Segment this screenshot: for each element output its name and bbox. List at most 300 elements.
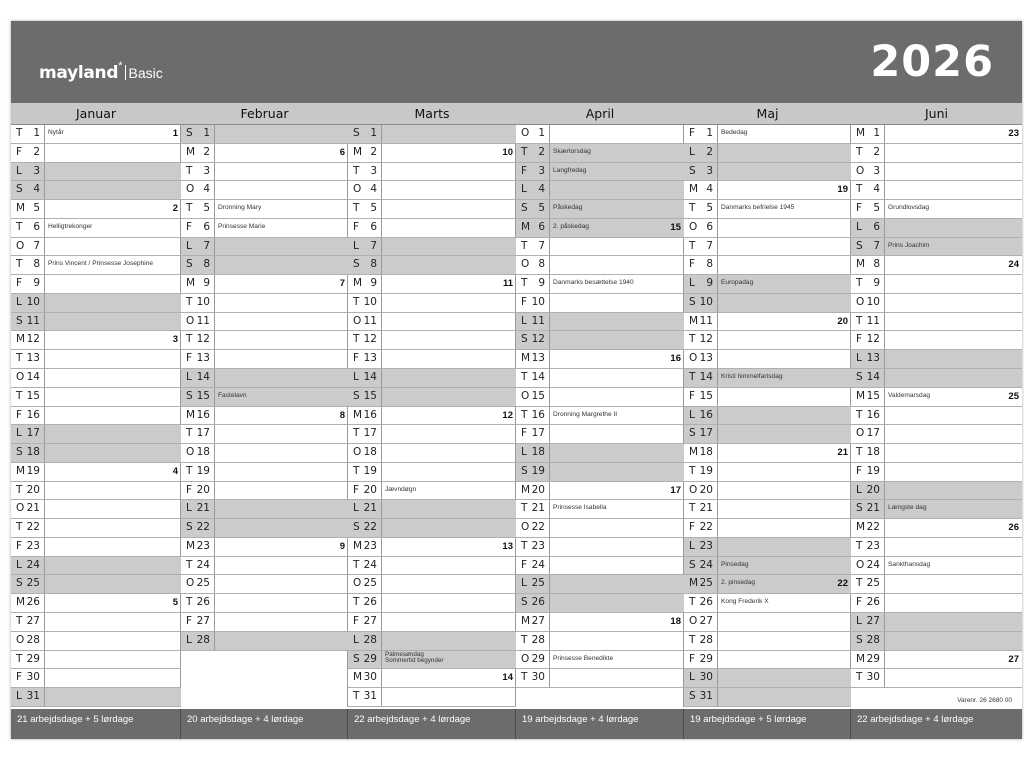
day-row[interactable] [348,350,516,369]
day-row[interactable] [684,238,851,257]
day-note-cell[interactable] [718,538,851,556]
day-note-cell[interactable] [382,369,516,387]
day-row[interactable] [516,575,684,594]
day-row[interactable] [684,331,851,350]
day-row[interactable] [684,163,851,182]
day-row[interactable] [851,256,1022,275]
day-row[interactable] [348,688,516,707]
day-note-cell[interactable] [885,463,1022,481]
day-row[interactable] [181,163,348,182]
day-row[interactable] [516,219,684,238]
day-row[interactable] [348,407,516,426]
day-row[interactable] [851,519,1022,538]
day-note-cell[interactable] [885,163,1022,181]
day-note-cell[interactable] [215,407,348,425]
day-row[interactable] [181,238,348,257]
day-row[interactable] [181,294,348,313]
day-note-cell[interactable] [550,219,684,237]
day-note-cell[interactable] [382,425,516,443]
day-note-cell[interactable] [382,294,516,312]
day-note-cell[interactable] [45,313,181,331]
day-row[interactable] [516,275,684,294]
day-note-cell[interactable] [885,294,1022,312]
day-note-cell[interactable] [382,482,516,500]
day-note-cell[interactable] [45,144,181,162]
day-row[interactable] [11,651,181,670]
day-note-cell[interactable] [45,388,181,406]
day-row[interactable] [516,482,684,501]
day-note-cell[interactable] [215,331,348,349]
day-row[interactable] [851,163,1022,182]
day-row[interactable] [516,594,684,613]
day-note-cell[interactable] [215,500,348,518]
day-note-cell[interactable] [718,369,851,387]
day-note-cell[interactable] [550,256,684,274]
day-row[interactable] [348,369,516,388]
day-note-cell[interactable] [550,557,684,575]
day-note-cell[interactable] [215,350,348,368]
day-row[interactable] [684,181,851,200]
day-note-cell[interactable] [45,125,181,143]
day-row[interactable] [516,632,684,651]
day-note-cell[interactable] [45,463,181,481]
day-row[interactable] [348,331,516,350]
day-row[interactable] [516,500,684,519]
day-note-cell[interactable] [382,331,516,349]
day-row[interactable] [684,144,851,163]
day-note-cell[interactable] [382,163,516,181]
day-row[interactable] [684,632,851,651]
day-row[interactable] [684,594,851,613]
day-note-cell[interactable] [45,632,181,650]
day-note-cell[interactable] [382,500,516,518]
day-note-cell[interactable] [718,482,851,500]
day-note-cell[interactable] [885,557,1022,575]
day-note-cell[interactable] [45,538,181,556]
day-note-cell[interactable] [382,350,516,368]
day-row[interactable] [11,688,181,707]
day-note-cell[interactable] [885,331,1022,349]
day-row[interactable] [348,632,516,651]
day-note-cell[interactable] [550,575,684,593]
day-row[interactable] [516,238,684,257]
day-row[interactable] [684,463,851,482]
day-note-cell[interactable] [718,163,851,181]
day-row[interactable] [181,388,348,407]
day-row[interactable] [516,557,684,576]
day-row[interactable] [516,181,684,200]
day-row[interactable] [851,200,1022,219]
day-note-cell[interactable] [215,313,348,331]
day-note-cell[interactable] [45,256,181,274]
day-row[interactable] [11,500,181,519]
day-row[interactable] [181,219,348,238]
day-row[interactable] [851,388,1022,407]
day-row[interactable] [851,350,1022,369]
day-row[interactable] [851,407,1022,426]
day-row[interactable] [684,125,851,144]
day-note-cell[interactable] [718,256,851,274]
day-row[interactable] [181,369,348,388]
day-row[interactable] [181,350,348,369]
day-row[interactable] [684,500,851,519]
day-note-cell[interactable] [215,219,348,237]
day-row[interactable] [851,463,1022,482]
day-note-cell[interactable] [382,632,516,650]
day-row[interactable] [516,407,684,426]
day-row[interactable] [516,444,684,463]
day-note-cell[interactable] [718,575,851,593]
day-row[interactable] [684,425,851,444]
day-row[interactable] [851,125,1022,144]
day-note-cell[interactable] [215,482,348,500]
day-note-cell[interactable] [550,519,684,537]
day-note-cell[interactable] [718,500,851,518]
day-note-cell[interactable] [885,388,1022,406]
day-row[interactable] [11,125,181,144]
day-note-cell[interactable] [382,575,516,593]
day-note-cell[interactable] [885,632,1022,650]
day-note-cell[interactable] [550,331,684,349]
day-row[interactable] [11,557,181,576]
day-note-cell[interactable] [215,144,348,162]
day-note-cell[interactable] [718,594,851,612]
day-row[interactable] [851,500,1022,519]
day-note-cell[interactable] [550,125,684,143]
day-note-cell[interactable] [382,238,516,256]
day-row[interactable] [181,256,348,275]
day-row[interactable] [181,463,348,482]
day-note-cell[interactable] [550,482,684,500]
day-row[interactable] [516,313,684,332]
day-note-cell[interactable] [718,519,851,537]
day-note-cell[interactable] [885,613,1022,631]
day-note-cell[interactable] [550,350,684,368]
day-row[interactable] [11,369,181,388]
day-row[interactable] [11,632,181,651]
day-note-cell[interactable] [550,388,684,406]
day-row[interactable] [516,200,684,219]
day-note-cell[interactable] [45,425,181,443]
day-row[interactable] [684,219,851,238]
day-note-cell[interactable] [550,144,684,162]
day-note-cell[interactable] [885,407,1022,425]
day-row[interactable] [851,538,1022,557]
day-row[interactable] [348,425,516,444]
day-note-cell[interactable] [382,256,516,274]
day-row[interactable] [11,425,181,444]
day-row[interactable] [181,200,348,219]
day-row[interactable] [851,669,1022,688]
day-note-cell[interactable] [885,425,1022,443]
day-row[interactable] [851,482,1022,501]
day-row[interactable] [851,294,1022,313]
day-note-cell[interactable] [382,519,516,537]
day-note-cell[interactable] [885,575,1022,593]
day-row[interactable] [348,200,516,219]
day-row[interactable] [11,538,181,557]
day-row[interactable] [181,313,348,332]
day-note-cell[interactable] [550,313,684,331]
day-note-cell[interactable] [382,557,516,575]
day-note-cell[interactable] [215,444,348,462]
day-row[interactable] [348,500,516,519]
day-row[interactable] [516,538,684,557]
day-note-cell[interactable] [45,651,181,669]
day-row[interactable] [11,181,181,200]
day-row[interactable] [684,688,851,707]
day-row[interactable] [851,594,1022,613]
day-row[interactable] [11,294,181,313]
day-note-cell[interactable] [718,313,851,331]
day-row[interactable] [684,294,851,313]
day-note-cell[interactable] [45,500,181,518]
day-note-cell[interactable] [382,125,516,143]
day-row[interactable] [851,219,1022,238]
day-row[interactable] [181,594,348,613]
day-note-cell[interactable] [382,275,516,293]
day-row[interactable] [11,219,181,238]
day-row[interactable] [516,125,684,144]
day-note-cell[interactable] [45,688,181,706]
day-row[interactable] [684,482,851,501]
day-note-cell[interactable] [550,294,684,312]
day-note-cell[interactable] [550,444,684,462]
day-note-cell[interactable] [215,613,348,631]
day-row[interactable] [851,144,1022,163]
day-row[interactable] [348,275,516,294]
day-note-cell[interactable] [382,407,516,425]
day-note-cell[interactable] [885,275,1022,293]
day-note-cell[interactable] [45,557,181,575]
day-note-cell[interactable] [382,538,516,556]
day-row[interactable] [348,613,516,632]
day-row[interactable] [516,388,684,407]
day-note-cell[interactable] [215,538,348,556]
day-note-cell[interactable] [215,369,348,387]
day-row[interactable] [348,219,516,238]
day-note-cell[interactable] [215,200,348,218]
day-row[interactable] [516,163,684,182]
day-row[interactable] [181,144,348,163]
day-row[interactable] [516,369,684,388]
day-note-cell[interactable] [215,256,348,274]
day-note-cell[interactable] [885,369,1022,387]
day-note-cell[interactable] [45,163,181,181]
day-row[interactable] [684,407,851,426]
day-note-cell[interactable] [550,425,684,443]
day-row[interactable] [684,519,851,538]
day-row[interactable] [11,331,181,350]
day-row[interactable] [684,557,851,576]
day-row[interactable] [181,613,348,632]
day-note-cell[interactable] [382,181,516,199]
day-note-cell[interactable] [45,519,181,537]
day-note-cell[interactable] [718,200,851,218]
day-row[interactable] [851,613,1022,632]
day-note-cell[interactable] [885,256,1022,274]
day-note-cell[interactable] [718,463,851,481]
day-row[interactable] [11,313,181,332]
day-row[interactable] [181,632,348,651]
day-row[interactable] [851,369,1022,388]
day-row[interactable] [684,350,851,369]
day-row[interactable] [851,444,1022,463]
day-row[interactable] [348,181,516,200]
day-row[interactable] [181,519,348,538]
day-note-cell[interactable] [382,669,516,687]
day-note-cell[interactable] [215,557,348,575]
day-note-cell[interactable] [45,275,181,293]
day-row[interactable] [851,632,1022,651]
day-note-cell[interactable] [550,632,684,650]
day-row[interactable] [516,256,684,275]
day-row[interactable] [516,669,684,688]
day-note-cell[interactable] [550,369,684,387]
day-note-cell[interactable] [550,651,684,669]
day-row[interactable] [516,651,684,670]
day-note-cell[interactable] [550,181,684,199]
day-note-cell[interactable] [550,163,684,181]
day-note-cell[interactable] [215,275,348,293]
day-note-cell[interactable] [45,407,181,425]
day-row[interactable] [348,482,516,501]
day-note-cell[interactable] [718,331,851,349]
day-note-cell[interactable] [885,482,1022,500]
day-note-cell[interactable] [45,669,181,687]
day-note-cell[interactable] [382,651,516,669]
day-row[interactable] [348,519,516,538]
day-row[interactable] [684,538,851,557]
day-row[interactable] [11,575,181,594]
day-row[interactable] [11,200,181,219]
day-note-cell[interactable] [718,350,851,368]
day-note-cell[interactable] [885,350,1022,368]
day-note-cell[interactable] [885,238,1022,256]
day-note-cell[interactable] [885,669,1022,687]
day-note-cell[interactable] [718,669,851,687]
day-row[interactable] [11,256,181,275]
day-note-cell[interactable] [382,688,516,706]
day-row[interactable] [181,125,348,144]
day-row[interactable] [348,594,516,613]
day-note-cell[interactable] [382,219,516,237]
day-row[interactable] [348,294,516,313]
day-note-cell[interactable] [215,463,348,481]
day-row[interactable] [516,519,684,538]
day-note-cell[interactable] [45,482,181,500]
day-row[interactable] [181,407,348,426]
day-row[interactable] [851,575,1022,594]
day-note-cell[interactable] [550,500,684,518]
day-note-cell[interactable] [215,632,348,650]
day-note-cell[interactable] [45,444,181,462]
day-note-cell[interactable] [718,388,851,406]
day-note-cell[interactable] [885,313,1022,331]
day-row[interactable] [11,519,181,538]
day-note-cell[interactable] [550,594,684,612]
day-row[interactable] [11,144,181,163]
day-note-cell[interactable] [215,575,348,593]
day-note-cell[interactable] [45,331,181,349]
day-row[interactable] [348,669,516,688]
day-note-cell[interactable] [215,125,348,143]
day-row[interactable] [11,444,181,463]
day-note-cell[interactable] [718,219,851,237]
day-row[interactable] [851,331,1022,350]
day-row[interactable] [516,331,684,350]
day-row[interactable] [516,463,684,482]
day-note-cell[interactable] [885,519,1022,537]
day-note-cell[interactable] [550,669,684,687]
day-row[interactable] [348,444,516,463]
day-row[interactable] [851,181,1022,200]
day-row[interactable] [851,557,1022,576]
day-row[interactable] [348,575,516,594]
day-note-cell[interactable] [885,651,1022,669]
day-note-cell[interactable] [718,294,851,312]
day-note-cell[interactable] [885,200,1022,218]
day-row[interactable] [181,500,348,519]
day-note-cell[interactable] [45,594,181,612]
day-row[interactable] [348,238,516,257]
day-row[interactable] [11,407,181,426]
day-row[interactable] [11,388,181,407]
day-row[interactable] [851,651,1022,670]
day-note-cell[interactable] [718,557,851,575]
day-note-cell[interactable] [885,500,1022,518]
day-row[interactable] [11,613,181,632]
day-row[interactable] [348,538,516,557]
day-row[interactable] [181,275,348,294]
day-note-cell[interactable] [215,163,348,181]
day-row[interactable] [684,313,851,332]
day-row[interactable] [684,388,851,407]
day-note-cell[interactable] [382,388,516,406]
day-note-cell[interactable] [382,594,516,612]
day-row[interactable] [348,144,516,163]
day-row[interactable] [684,275,851,294]
day-note-cell[interactable] [718,125,851,143]
day-note-cell[interactable] [885,219,1022,237]
day-note-cell[interactable] [215,181,348,199]
day-row[interactable] [181,181,348,200]
day-note-cell[interactable] [885,181,1022,199]
day-row[interactable] [684,669,851,688]
day-note-cell[interactable] [718,275,851,293]
day-note-cell[interactable] [382,144,516,162]
day-row[interactable] [348,557,516,576]
day-note-cell[interactable] [215,594,348,612]
day-row[interactable] [684,613,851,632]
day-row[interactable] [181,557,348,576]
day-note-cell[interactable] [45,200,181,218]
day-row[interactable] [851,238,1022,257]
day-note-cell[interactable] [215,425,348,443]
day-note-cell[interactable] [718,688,851,706]
day-row[interactable] [516,613,684,632]
day-note-cell[interactable] [718,632,851,650]
day-note-cell[interactable] [382,313,516,331]
day-note-cell[interactable] [885,125,1022,143]
day-note-cell[interactable] [215,519,348,537]
day-row[interactable] [684,200,851,219]
day-row[interactable] [851,275,1022,294]
day-note-cell[interactable] [382,613,516,631]
day-note-cell[interactable] [885,144,1022,162]
day-note-cell[interactable] [45,219,181,237]
day-note-cell[interactable] [382,200,516,218]
